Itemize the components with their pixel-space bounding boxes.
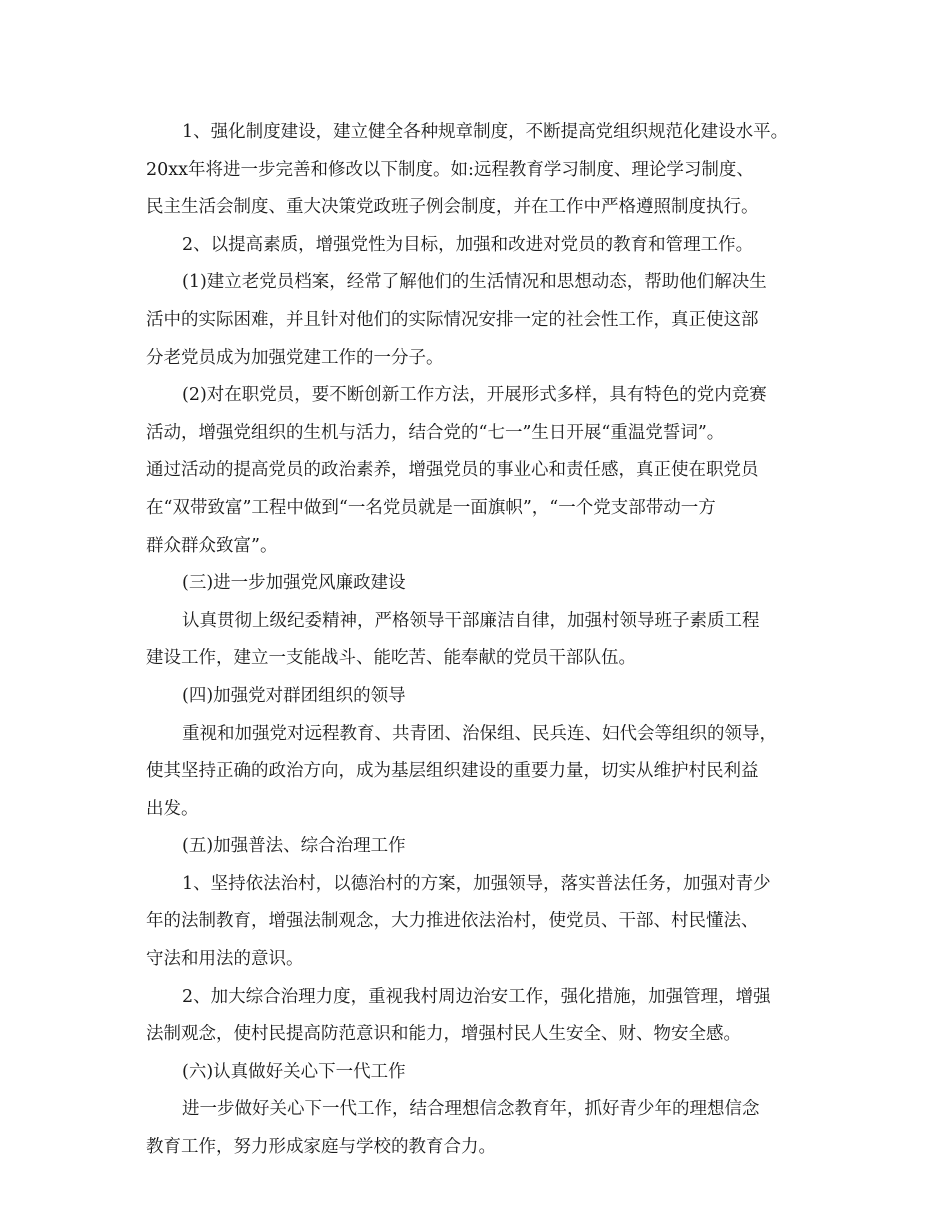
text-line: 分老党员成为加强党建工作的一分子。 <box>146 347 444 368</box>
text-line: (2)对在职党员，要不断创新工作方法，开展形式多样，具有特色的党内竞赛 <box>182 385 767 406</box>
text-line: 使其坚持正确的政治方向，成为基层组织建设的重要力量，切实从维护村民利益 <box>146 761 759 782</box>
text-line: 认真贯彻上级纪委精神，严格领导干部廉洁自律，加强村领导班子素质工程 <box>182 610 760 631</box>
text-line: 年的法制教育，增强法制观念，大力推进依法治村，使党员、干部、村民懂法、 <box>146 911 759 932</box>
text-line: 20xx年将进一步完善和修改以下制度。如:远程教育学习制度、理论学习制度、 <box>146 159 754 180</box>
text-line: (六)认真做好关心下一代工作 <box>182 1061 406 1082</box>
text-line: 在“双带致富”工程中做到“一名党员就是一面旗帜”，“一个党支部带动一方 <box>146 497 716 518</box>
text-line: 民主生活会制度、重大决策党政班子例会制度，并在工作中严格遵照制度执行。 <box>146 197 759 218</box>
text-line: 1、坚持依法治村，以德治村的方案，加强领导，落实普法任务，加强对青少 <box>182 873 771 894</box>
text-line: 进一步做好关心下一代工作，结合理想信念教育年，抓好青少年的理想信念 <box>182 1099 760 1120</box>
text-line: 通过活动的提高党员的政治素养，增强党员的事业心和责任感，真正使在职党员 <box>146 460 759 481</box>
text-line: (1)建立老党员档案，经常了解他们的生活情况和思想动态，帮助他们解决生 <box>182 272 767 293</box>
text-line: 1、强化制度建设，建立健全各种规章制度，不断提高党组织规范化建设水平。 <box>182 122 789 142</box>
document-body <box>146 114 814 1167</box>
text-line: 教育工作，努力形成家庭与学校的教育合力。 <box>146 1137 496 1158</box>
text-line: 法制观念，使村民提高防范意识和能力，增强村民人生安全、财、物安全感。 <box>146 1024 741 1045</box>
text-line: 2、加大综合治理力度，重视我村周边治安工作，强化措施，加强管理，增强 <box>182 986 771 1007</box>
text-line: 守法和用法的意识。 <box>146 949 304 970</box>
text-line: 2、以提高素质，增强党性为目标，加强和改进对党员的教育和管理工作。 <box>182 234 754 255</box>
text-line: (三)进一步加强党风廉政建设 <box>182 573 406 594</box>
text-line: 出发。 <box>146 798 199 819</box>
text-line: 活动，增强党组织的生机与活力，结合党的“七一”生日开展“重温党誓词”。 <box>146 422 725 443</box>
text-line: 重视和加强党对远程教育、共青团、治保组、民兵连、妇代会等组织的领导， <box>182 723 777 744</box>
text-line: 建设工作，建立一支能战斗、能吃苦、能奉献的党员干部队伍。 <box>146 648 636 669</box>
text-line: (五)加强普法、综合治理工作 <box>182 836 406 857</box>
text-line: 活中的实际困难，并且针对他们的实际情况安排一定的社会性工作，真正使这部 <box>146 309 759 330</box>
text-line: (四)加强党对群团组织的领导 <box>182 685 406 706</box>
text-line: 群众群众致富”。 <box>146 535 278 556</box>
